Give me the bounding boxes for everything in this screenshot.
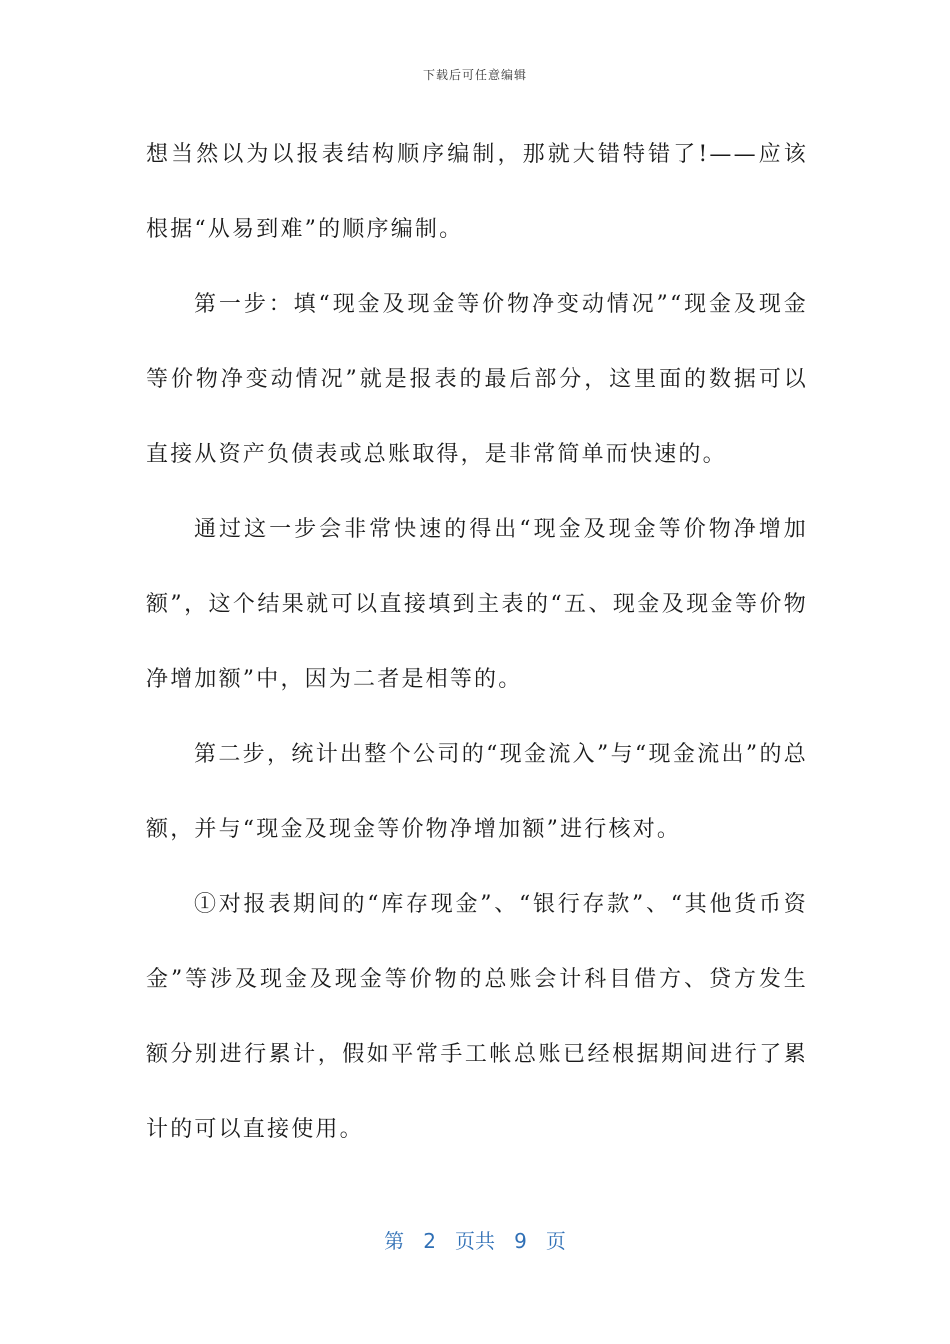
footer-current-page: 2	[423, 1229, 436, 1253]
document-body	[146, 117, 808, 1167]
page-header-note: 下载后可任意编辑	[422, 68, 527, 82]
paragraph-5: ①对报表期间的“库存现金”、“银行存款”、“其他货币资金”等涉及现金及现金等价物的总账会计科目借方、贷方发生额分别进行累计，假如平常手工帐总账已经根据期间进行了累计的可以直接使用。	[146, 892, 808, 1142]
paragraph-4: 第二步，统计出整个公司的“现金流入”与“现金流出”的总额，并与“现金及现金等价物净增加额”进行核对。	[146, 742, 808, 842]
page-footer	[0, 1225, 950, 1254]
paragraph-2: 第一步：填“现金及现金等价物净变动情况”“现金及现金等价物净变动情况”就是报表的最后部分，这里面的数据可以直接从资产负债表或总账取得，是非常简单而快速的。	[146, 292, 808, 467]
paragraph-1: 想当然以为以报表结构顺序编制，那就大错特错了!——应该根据“从易到难”的顺序编制。	[146, 142, 808, 242]
paragraph-3: 通过这一步会非常快速的得出“现金及现金等价物净增加额”，这个结果就可以直接填到主表的“五、现金及现金等价物净增加额”中，因为二者是相等的。	[146, 517, 808, 692]
footer-suffix: 页	[545, 1229, 566, 1253]
footer-prefix: 第	[384, 1229, 405, 1253]
footer-middle: 页共	[455, 1229, 495, 1253]
footer-total-pages: 9	[514, 1229, 527, 1253]
